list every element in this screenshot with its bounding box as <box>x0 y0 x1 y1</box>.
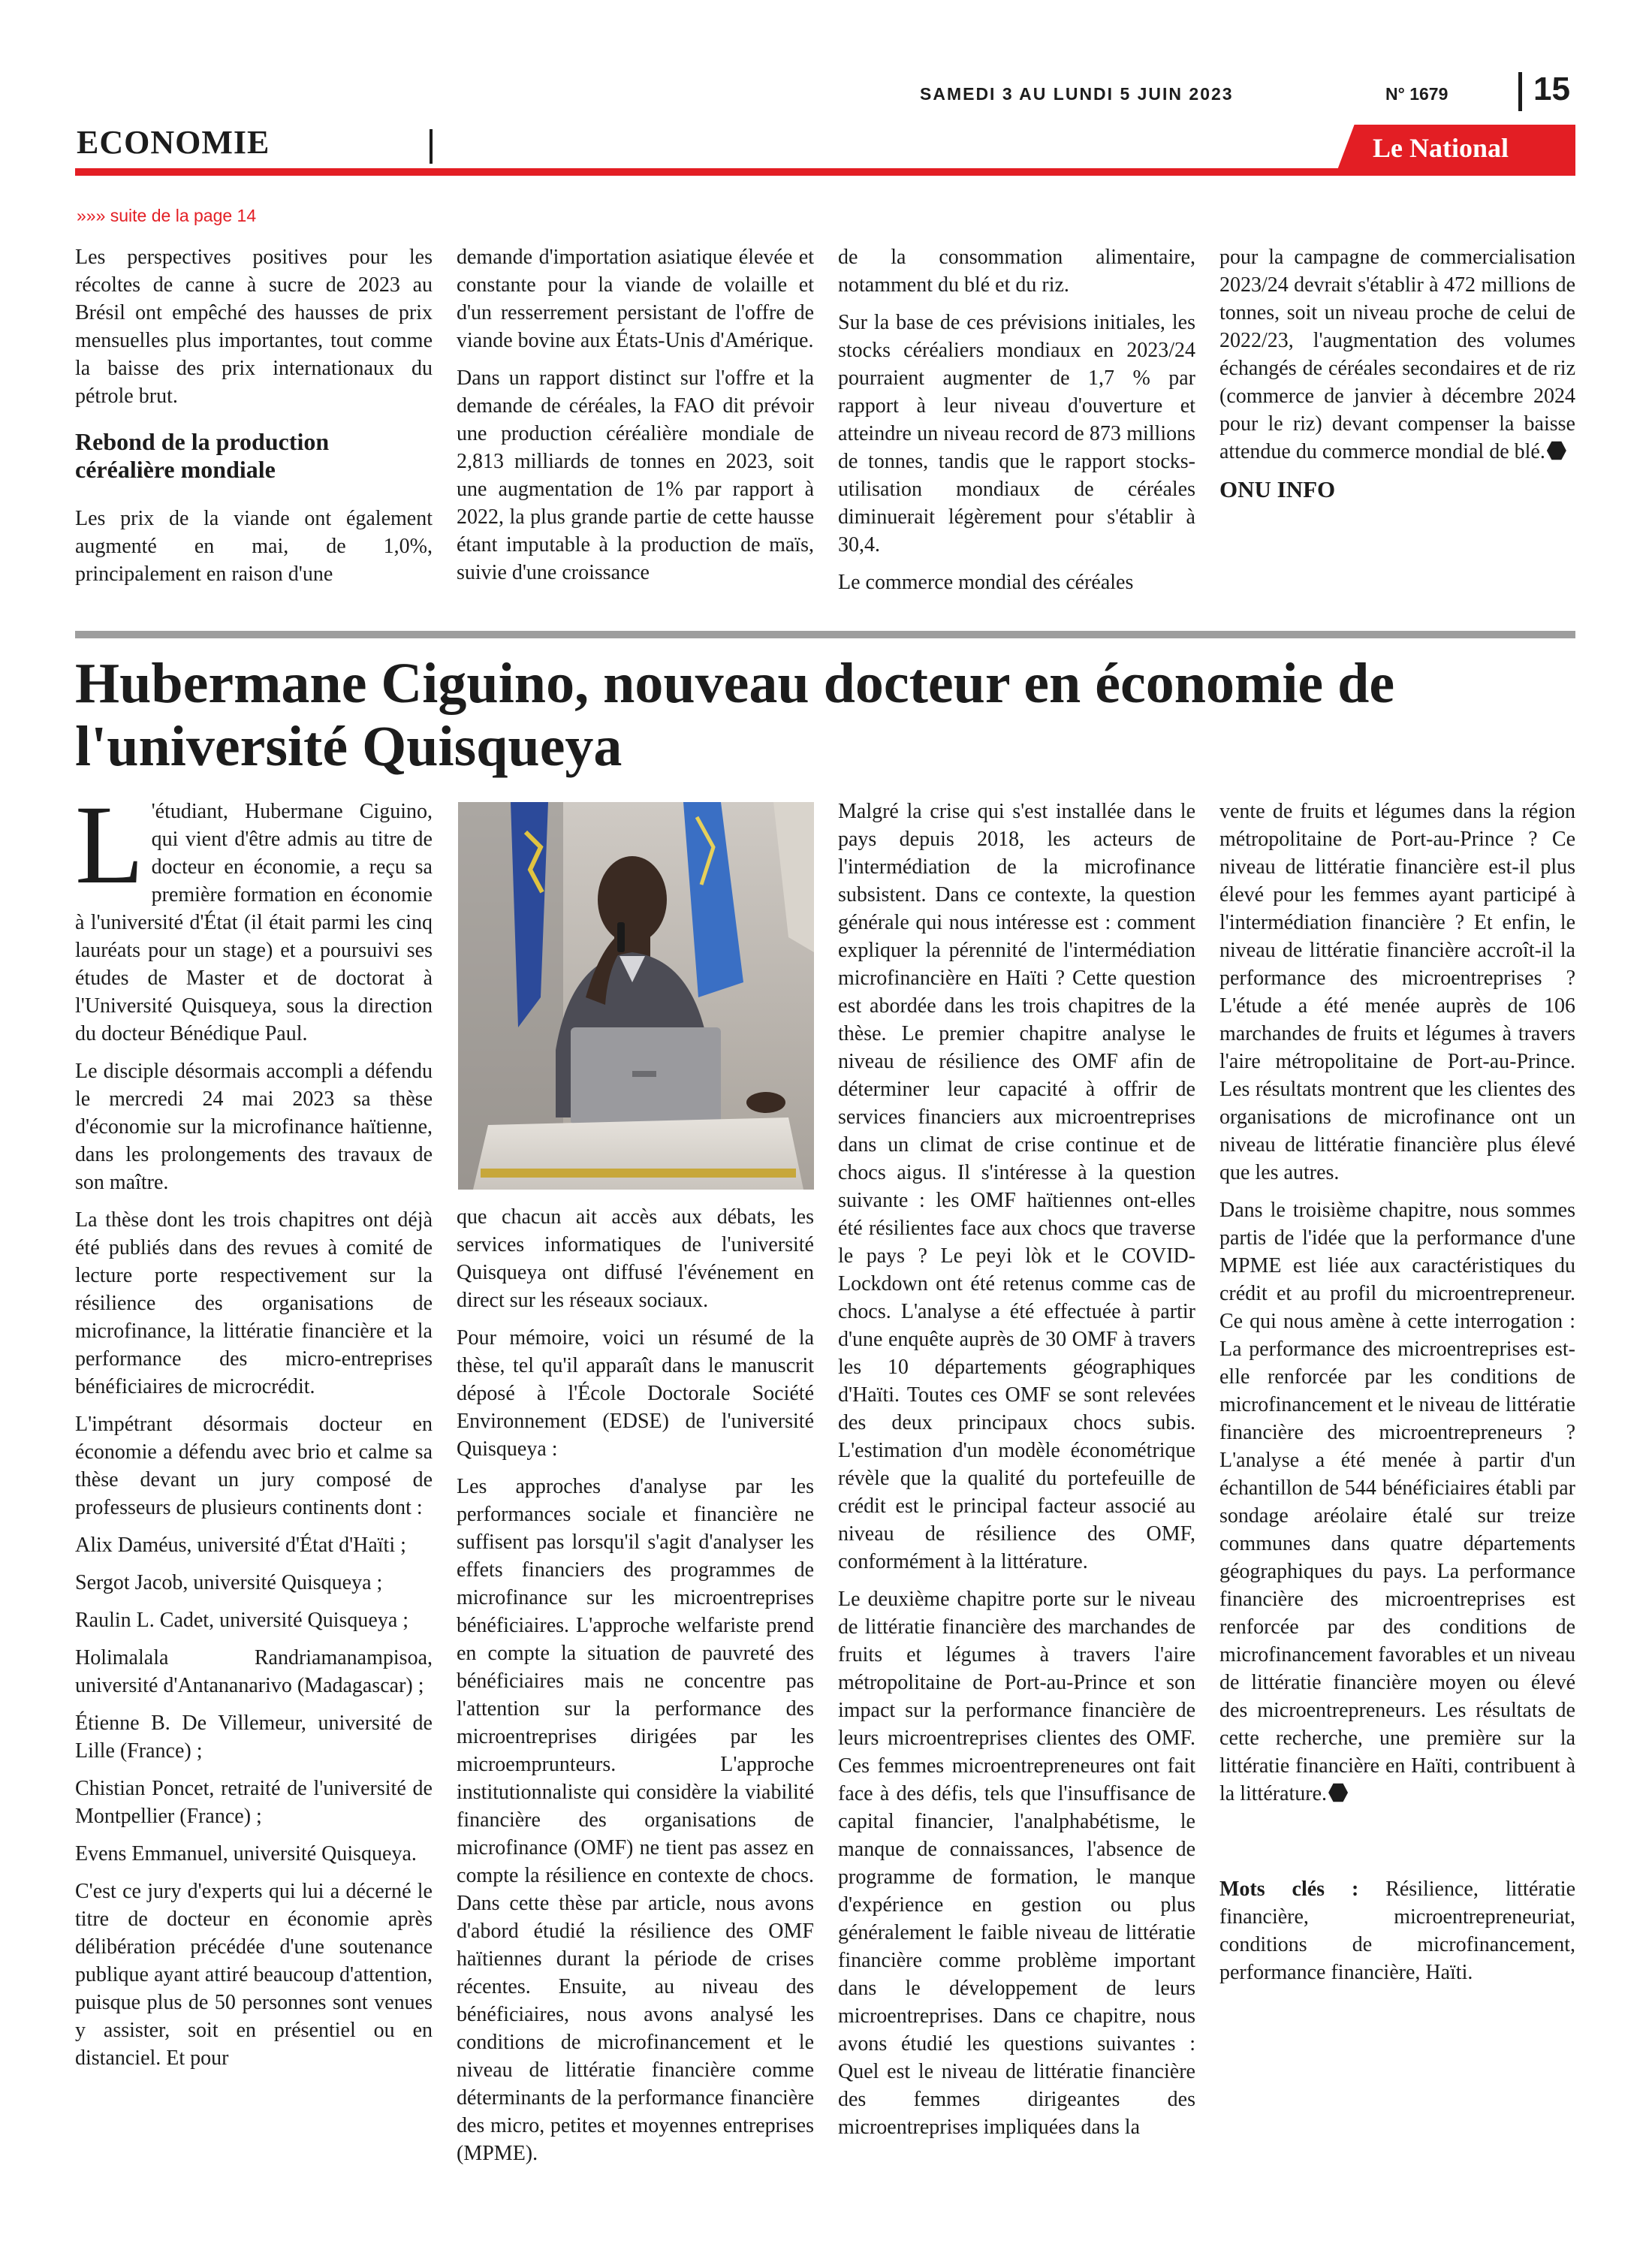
subheading: Rebond de la production céréalière mondiale <box>75 428 330 483</box>
paragraph: de la consommation alimentaire, notamment du blé et du riz. <box>838 246 1195 297</box>
paragraph: L'impétrant désormais docteur en économie a défendu avec brio et calme sa thèse devant un jury composé de professeurs de plusieurs continents dont : <box>75 1413 433 1519</box>
continued-from-label: »»» suite de la page 14 <box>77 206 257 225</box>
paragraph: Pour mémoire, voici un résumé de la thèse, tel qu'il apparaît dans le manuscrit déposé à l'École Doctorale Société Environnement (EDSE) de l'université Quisqueya : <box>457 1326 814 1461</box>
paragraph: Le disciple désormais accompli a défendu le mercredi 24 mai 2023 sa thèse d'économie sur la microfinance haïtienne, dans les prolongements des travaux de son maître. <box>75 1060 433 1194</box>
article-headline: Hubermane Ciguino, nouveau docteur en économie de l'université Quisqueya <box>75 652 1395 778</box>
article-column-2 <box>457 1203 814 2177</box>
paragraph: Malgré la crise qui s'est installée dans le pays depuis 2018, les acteurs de l'intermédiation de la microfinance subsistent. Dans ce contexte, la question générale qui nous intéresse est : comment expliquer la pérennité de l'intermédiation microfinancière en Haïti ? Cette question est abordée dans les trois chapitres de la thèse. Le premier chapitre analyse le niveau de résilience des OMF afin de déterminer leur capacité à offrir de services financiers aux microentreprises dans un climat de crise continue et de chocs aigus. Il s'intéresse à la question suivante : les OMF haïtiennes ont-elles été résilientes face aux chocs que traverse le pays ? Le peyi lòk et le COVID-Lockdown ont été retenus comme cas de chocs. L'analyse a été effectuée à partir d'une enquête auprès de 30 OMF à travers les 10 départements géographiques d'Haïti. Toutes ces OMF se sont relevées des deux principaux chocs subis. L'estimation d'un modèle économétrique révèle que la qualité du portefeuille de crédit est le principal facteur associé au niveau de résilience des OMF, conformément à la littérature. <box>838 800 1195 1573</box>
jury-member: Raulin L. Cadet, université Quisqueya ; <box>75 1609 409 1632</box>
issue-number: N° 1679 <box>1385 84 1449 104</box>
paragraph <box>1219 243 1575 466</box>
paragraph: La thèse dont les trois chapitres ont déjà été publiés dans des revues à comité de lecture porte respectivement sur la résilience des organisations de microfinance, la littératie financière et la performance des micro-entreprises bénéficiaires de microcrédit. <box>75 1208 433 1398</box>
jury-member: Evens Emmanuel, université Quisqueya. <box>75 1842 417 1865</box>
article-separator <box>75 631 1575 638</box>
paragraph: Les prix de la viande ont également augmenté en mai, de 1,0%, principalement en raison d'une <box>75 507 433 586</box>
top-article-column-4 <box>1219 243 1575 513</box>
top-article-column-3 <box>838 243 1195 606</box>
issue-date: SAMEDI 3 AU LUNDI 5 JUIN 2023 <box>920 84 1234 104</box>
jury-member: Alix Daméus, université d'État d'Haïti ; <box>75 1534 406 1557</box>
paragraph: demande d'importation asiatique élevée et constante pour la viande de volaille et d'un resserrement persistant de l'offre de viande bovine aux États-Unis d'Amérique. <box>457 246 814 352</box>
keywords <box>1219 1875 1575 1986</box>
paragraph: Dans un rapport distinct sur l'offre et la demande de céréales, la FAO dit prévoir une production céréalière mondiale de 2,813 milliards de tonnes en 2023, soit une augmentation de 1% par rapport à 2022, la plus grande partie de cette hausse étant imputable à la production de maïs, suivie d'une croissance <box>457 366 814 584</box>
article-photo <box>458 802 814 1190</box>
jury-member: Holimalala Randriamanampisoa, université d'Antananarivo (Madagascar) ; <box>75 1646 433 1697</box>
paragraph-text: Dans le troisième chapitre, nous sommes partis de l'idée que la performance d'une MPME est liée aux caractéristiques du crédit et au profil du microentrepreneur. Ce qui nous amène à cette interrogation : La performance des microentreprises est-elle renforcée par les conditions de microfinancement et le niveau de littératie financière des microentrepreneurs ? L'analyse a été menée à partir d'un échantillon de 544 bénéficiaires établi par sondage aréolaire étalé sur treize communes dans quatre départements géographiques du pays. La performance financière des microentreprises est renforcée par des conditions de microfinancement favorables et un niveau de littératie financière moyen ou élevé des microentrepreneurs. Les résultats de cette recherche, une première sur la littératie financière en Haïti, contribuent à la littérature. <box>1219 1199 1575 1805</box>
section-divider <box>430 129 433 164</box>
jury-member: Sergot Jacob, université Quisqueya ; <box>75 1571 383 1594</box>
paragraph: Le commerce mondial des céréales <box>838 571 1134 594</box>
red-rule <box>75 168 1575 176</box>
top-article-column-2 <box>457 243 814 596</box>
end-mark-icon <box>1328 1783 1348 1802</box>
drop-cap: L <box>75 783 144 907</box>
paragraph-text: 'étudiant, Hubermane Ciguino, qui vient d'être admis au titre de docteur en économie, a reçu sa première formation en économie à l'université d'État (il était parmi les cinq lauréats pour un stage) et a poursuivi ses études de Master et de doctorat à l'Université Quisqueya, sous la direction du docteur Bénédique Paul. <box>75 800 433 1045</box>
paragraph: Sur la base de ces prévisions initiales, les stocks céréaliers mondiaux en 2023/24 pourraient augmenter de 1,7 % par rapport à leur niveau d'ouverture et atteindre un niveau record de 873 millions de tonnes, tandis que le rapport stocks-utilisation mondiaux de céréales diminuerait légèrement pour s'établir à 30,4. <box>838 311 1195 556</box>
paragraph: Les perspectives positives pour les récoltes de canne à sucre de 2023 au Brésil ont empêché des hausses de prix mensuelles plus importantes, tout comme la baisse des prix internationaux du pétrole brut. <box>75 246 433 408</box>
paragraph: C'est ce jury d'experts qui lui a décerné le titre de docteur en économie après délibération précédée d'une soutenance publique ayant attiré beaucoup d'attention, puisque plus de 50 personnes sont venues y assister, soit en présentiel ou en distanciel. Et pour <box>75 1880 433 2070</box>
jury-member: Chistian Poncet, retraité de l'université de Montpellier (France) ; <box>75 1777 433 1828</box>
jury-member: Étienne B. De Villemeur, université de Lille (France) ; <box>75 1712 433 1763</box>
byline: ONU INFO <box>1219 476 1336 502</box>
header-divider <box>1518 72 1522 111</box>
end-mark-icon <box>1547 441 1566 460</box>
paragraph: Les approches d'analyse par les performances sociale et financière ne suffisent pas lorsqu'il s'agit d'analyser les effets financiers des programmes de microfinance sur les microentreprises bénéficiaires. L'approche welfariste prend en compte la situation de pauvreté des bénéficiaires mais ne concentre pas l'attention sur la performance des microentreprises dirigées par les microemprunteurs. L'approche institutionnaliste qui considère la viabilité financière des organisations de microfinance (OMF) ne tient pas assez en compte la résilience en contexte de chocs. Dans cette thèse par article, nous avons d'abord étudié la résilience des OMF haïtiennes durant la période de crises récentes. Ensuite, au niveau des bénéficiaires, nous avons analysé les conditions de microfinancement et le niveau de littératie financière comme déterminants de la performance financière des micro, petites et moyennes entreprises (MPME). <box>457 1475 814 2165</box>
paragraph <box>1219 1196 1575 1808</box>
keywords-label: Mots clés : <box>1219 1878 1359 1901</box>
newspaper-name: Le National <box>1373 133 1509 163</box>
paragraph: vente de fruits et légumes dans la région métropolitaine de Port-au-Prince ? Ce niveau de littératie financière est-il plus élevé pour les femmes ayant participé à l'intermédiation financière ? Et enfin, le niveau de littératie financière accroît-il la performance des microentreprises ? L'étude a été menée auprès de 106 marchandes de fruits et légumes à travers l'aire métropolitaine de Port-au-Prince. Les résultats montrent que les clientes des organisations de microfinance ont un niveau de littératie financière plus élevé que les autres. <box>1219 800 1575 1184</box>
paragraph <box>75 783 433 1048</box>
article-column-3 <box>838 798 1195 2151</box>
section-title: ECONOMIE <box>77 124 270 161</box>
article-column-4 <box>1219 798 1575 1996</box>
page-number: 15 <box>1533 71 1570 107</box>
article-column-1 <box>75 783 433 2082</box>
paragraph: que chacun ait accès aux débats, les services informatiques de l'université Quisqueya ont diffusé l'événement en direct sur les réseaux sociaux. <box>457 1205 814 1312</box>
paragraph: Le deuxième chapitre porte sur le niveau de littératie financière des marchandes de fruits et légumes à travers l'aire métropolitaine de Port-au-Prince et son impact sur la performance financière de leurs microentreprises clientes des OMF. Ces femmes microentrepreneures ont fait face à des défis, tels que l'insuffisance de capital financier, l'analphabétisme, le manque de connaissances, l'absence de programme de formation, le manque d'expérience en gestion ou plus généralement le faible niveau de littératie financière comme problème important dans le développement de leurs microentreprises. Dans ce chapitre, nous avons étudié les questions suivantes : Quel est le niveau de littératie financière des femmes dirigeantes des microentreprises impliquées dans la <box>838 1588 1195 2139</box>
paragraph-text: pour la campagne de commercialisation 2023/24 devrait s'établir à 472 millions de tonnes, soit un niveau proche de celui de 2022/23, l'augmentation des volumes échangés de céréales secondaires et de riz (commerce de janvier à décembre 2024 pour le riz) devant compenser la baisse attendue du commerce mondial de blé. <box>1219 246 1575 463</box>
keywords-list: Résilience, littératie financière, microentrepreneuriat, conditions de microfinancement, performance financière, Haïti. <box>1219 1878 1576 1984</box>
top-article-column-1 <box>75 243 433 598</box>
